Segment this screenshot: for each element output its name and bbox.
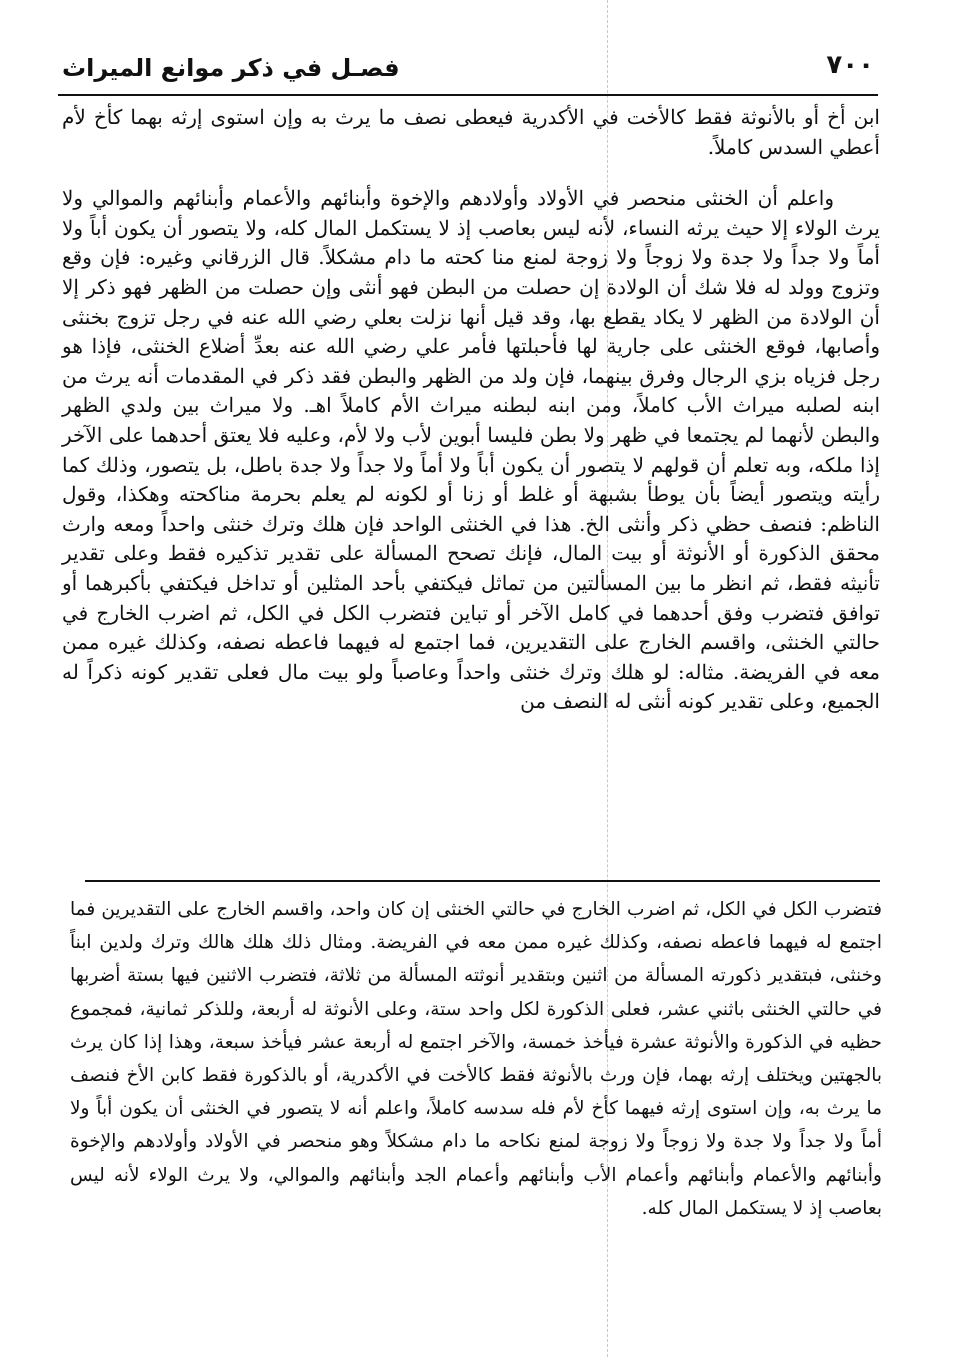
main-paragraph-1: ابن أخ أو بالأنوثة فقط كالأخت في الأكدرية فيعطى نصف ما يرث به وإن استوى إرثه بهما كأخ لأم أعطي السدس كاملاً. (62, 105, 880, 159)
footnote-paragraph: فتضرب الكل في الكل، ثم اضرب الخارج في حالتي الخنثى إن كان واحد، واقسم الخارج على التقديرين فما اجتمع له فيهما فاعطه نصفه، وكذلك غيره ممن معه في الفريضة. ومثال ذلك هلك هالك وترك ولدين ابناً وخنثى، فبتقدير ذكورته المسألة من اثنين وبتقدير أنوثته المسألة من ثلاثة، فتضرب الاثنين فيها بستة أضربها في حالتي الخنثى باثني عشر، فعلى الذكورة لكل واحد ستة، وعلى الأنوثة له أربعة، وللذكر ثمانية، فمجموع حظيه في الذكورة والأنوثة عشرة فيأخذ خمسة، والآخر اجتمع له أربعة عشر فيأخذ سبعة، وهذا إذا كان يرث بالجهتين ويختلف إرثه بهما، فإن ورث بالأنوثة فقط كالأخت في الأكدرية، أو بالذكورة فقط كابن الأخ فنصف ما يرث به، وإن استوى إرثه فيهما كأخ لأم فله سدسه كاملاً، واعلم أنه لا يتصور في الخنثى أن يكون أباً ولا أماً ولا جداً ولا جدة ولا زوجاً ولا زوجة لمنع نكاحه ما دام مشكلاً وهو منحصر في الأولاد وأولادهم والإخوة وأبنائهم والأعمام وأبنائهم وأعمام الأب وأبنائهم وأعمام الجد وأبنائهم والموالي، ولا يرث الولاء لأنه ليس بعاصب إذ لا يستكمل المال كله. (70, 899, 882, 1219)
main-paragraph-2: واعلم أن الخنثى منحصر في الأولاد وأولادهم والإخوة وأبنائهم والأعمام وأبنائهم والموالي ولا يرث الولاء إلا حيث يرثه النساء، لأنه ليس بعاصب إذ لا يستكمل المال كله، ولا يتصور أن يكون أباً ولا أماً ولا جداً ولا جدة ولا زوجاً ولا زوجة لمنع منا كحته ما دام مشكلاً. قال الزرقاني وغيره: فإن وقع وتزوج وولد له فلا شك أن الولادة إن حصلت من البطن فهو أنثى وإن حصلت من الظهر فهو ذكر إلا أن الولادة من الظهر لا يكاد يقطع بها، وقد قيل أنها نزلت بعلي رضي الله عنه في رجل تزوج بخنثى وأصابها، فوقع الخنثى على جارية لها فأحبلتها فأمر علي رضي الله عنه بعدِّ أضلاع الخنثى، فإذا هو رجل فزياه بزي الرجال وفرق بينهما، فإن ولد من الظهر والبطن فقد ذكر في المقدمات أنه يرث من ابنه لصلبه ميراث الأب كاملاً، ومن ابنه لبطنه ميراث الأم كاملاً اهـ. ولا ميراث بين ولدي الظهر والبطن لأنهما لم يجتمعا في ظهر ولا بطن فليسا أبوين لأب ولا لأم، وعليه فلا يعتق أحدهما على الآخر إذا ملكه، وبه تعلم أن قولهم لا يتصور أن يكون أباً ولا أماً ولا جداً ولا جدة باطل، بل يتصور، وذلك كما رأيته ويتصور أيضاً بأن يوطأ بشبهة أو غلط أو زنا أو لكونه لم يعلم بحرمة مناكحته وهكذا، وقول الناظم: فنصف حظي ذكر وأنثى الخ. هذا في الخنثى الواحد فإن هلك وترك خنثى واحداً ومعه وارث محقق الذكورة أو الأنوثة أو بيت المال، فإنك تصحح المسألة على تقدير تذكيره فقط وعلى تقدير تأنيثه فقط، ثم انظر ما بين المسألتين من تماثل فيكتفي بأحد المثلين أو تداخل فيكتفي بأكبرهما أو توافق فتضرب وفق أحدهما في كامل الآخر أو تباين فتضرب الكل في الكل، ثم اضرب الخارج في حالتي الخنثى، واقسم الخارج على التقديرين، فما اجتمع له فيهما فاعطه نصفه، وكذلك غيره ممن معه في الفريضة. مثاله: لو هلك وترك خنثى واحداً وعاصباً ولو بيت مال فعلى تقدير كونه ذكراً له الجميع، وعلى تقدير كونه أنثى له النصف من (62, 186, 880, 714)
footnote-rule (85, 880, 880, 882)
running-title: فصـل في ذكر موانع الميراث (62, 54, 400, 82)
header-rule (58, 94, 878, 96)
main-text (62, 103, 880, 717)
page-header (58, 48, 878, 92)
page-number: ٧٠٠ (826, 50, 874, 80)
footnote-text (70, 893, 882, 1225)
